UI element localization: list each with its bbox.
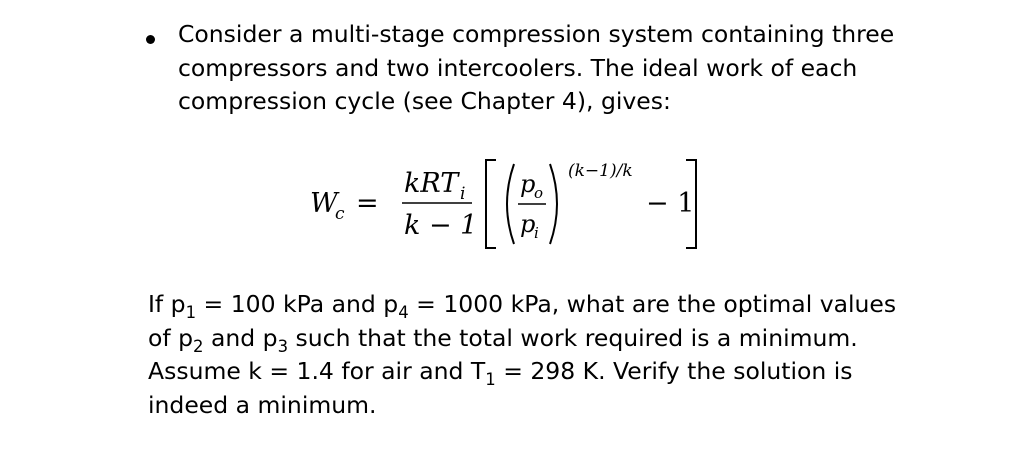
eq-inner-denominator: p (520, 210, 536, 238)
eq-lhs-sub: c (335, 204, 345, 224)
q-sub-1: 1 (185, 302, 197, 322)
eq-inner-numerator: p (520, 170, 536, 198)
eq-numerator-sub: i (460, 184, 466, 204)
q-seg-1: If p (148, 290, 186, 318)
eq-minus-one: − 1 (646, 188, 695, 219)
q-seg-3: = 1000 kPa, what are the optimal values of p (148, 290, 897, 352)
bullet-icon (146, 35, 155, 44)
left-bracket-icon (486, 160, 496, 248)
q-sub-t1: 1 (485, 369, 496, 389)
question-paragraph (148, 288, 908, 422)
equation-graphic (300, 148, 760, 258)
eq-inner-numerator-sub: o (534, 184, 544, 202)
eq-inner-denominator-sub: i (534, 224, 539, 242)
q-sub-2: 2 (193, 336, 204, 356)
q-seg-5: such that the total work required is a minimum. Assume k = 1.4 for air and T (148, 323, 858, 385)
left-paren-icon (507, 164, 514, 244)
q-seg-4: and p (203, 323, 278, 352)
eq-denominator: k − 1 (404, 210, 478, 241)
q-sub-4: 4 (398, 302, 409, 322)
eq-lhs: W (310, 188, 338, 219)
eq-equals: = (356, 188, 379, 219)
work-equation (300, 148, 760, 258)
q-seg-6: = 298 K. Verify the solution is indeed a minimum. (148, 357, 853, 419)
eq-numerator: kRT (404, 168, 459, 199)
q-sub-3: 3 (277, 336, 289, 356)
bullet-text: Consider a multi-stage compression system containing three compressors and two intercoolers. The ideal work of each compression cycle (see Chapter 4), gives: (178, 20, 895, 115)
q-seg-2: = 100 kPa and p (196, 290, 399, 318)
right-paren-icon (550, 164, 557, 244)
bullet-item (140, 18, 900, 119)
eq-exponent: (k−1)/k (568, 161, 633, 181)
